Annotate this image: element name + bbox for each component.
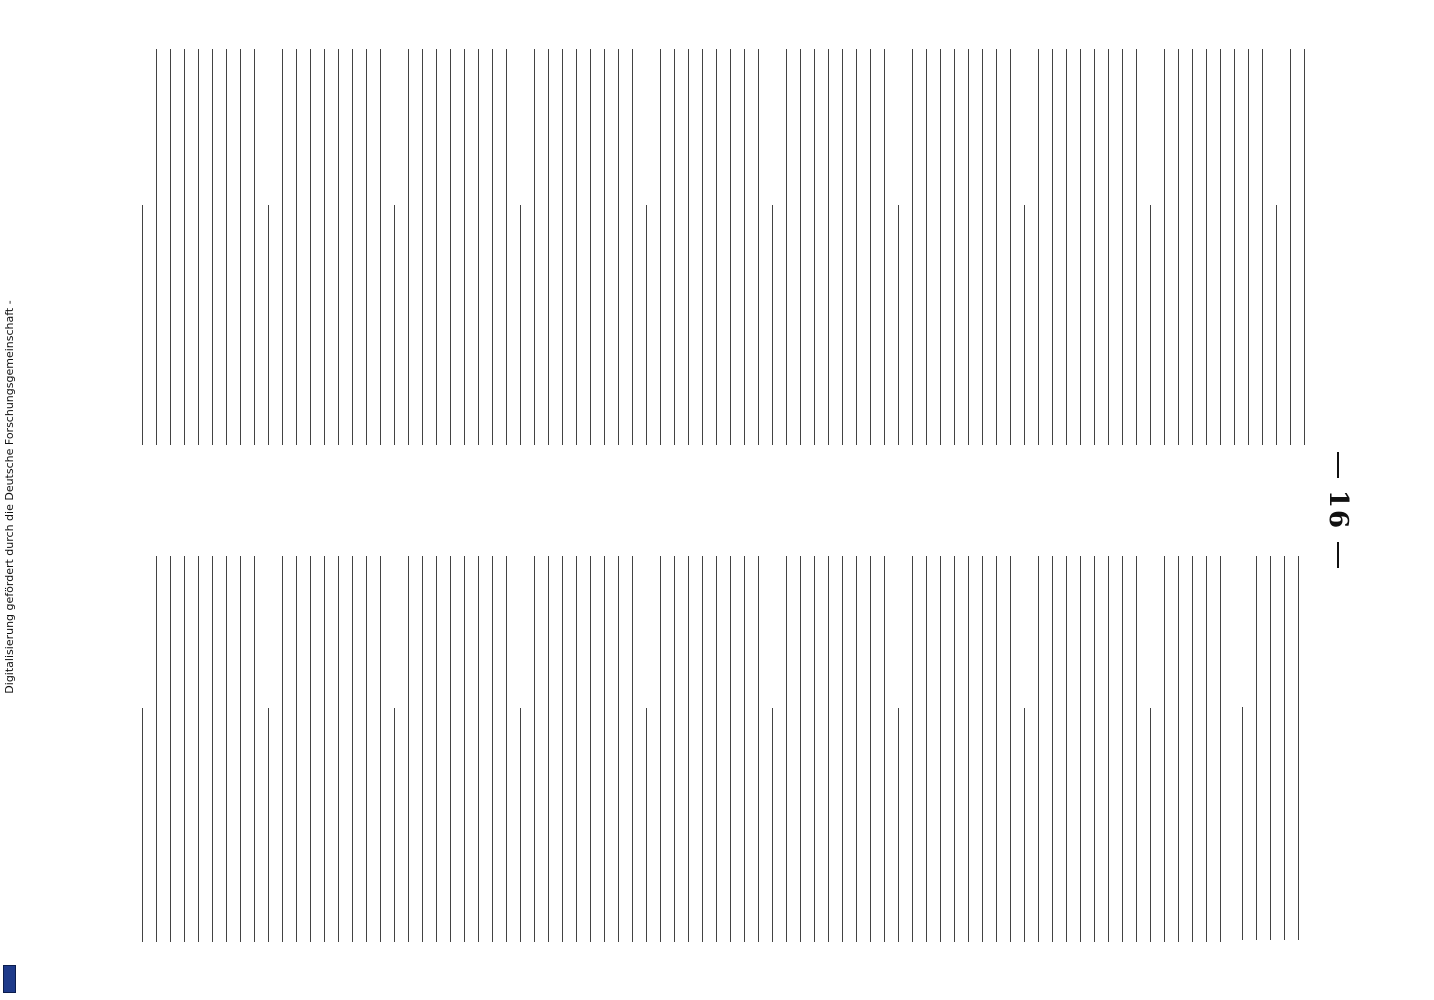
text-line [940,556,941,942]
text-line [576,556,577,942]
text-line [632,556,633,942]
text-line [856,49,857,445]
column-right-top [1240,552,1312,940]
text-line [940,49,941,445]
text-line [184,49,185,445]
text-line [226,49,227,445]
text-line [1298,556,1299,940]
text-line [142,708,143,942]
text-line [814,49,815,445]
text-line [534,49,535,445]
text-line [254,49,255,445]
text-line [520,205,521,445]
text-line [170,556,171,942]
text-line [1080,49,1081,445]
text-line [646,205,647,445]
text-line [674,556,675,942]
text-line [562,49,563,445]
text-line [702,556,703,942]
page-number: 16 [1323,489,1353,531]
text-line [1052,49,1053,445]
page-number-dash-top [1337,452,1339,478]
text-line [786,49,787,445]
text-line [1304,49,1305,445]
text-line [352,49,353,445]
text-line [1024,205,1025,445]
text-line [604,556,605,942]
text-line [240,49,241,445]
text-line [1206,556,1207,942]
text-line [1192,556,1193,942]
text-line [786,556,787,942]
text-line [548,49,549,445]
text-line [982,49,983,445]
text-line [1242,707,1243,940]
text-line [828,49,829,445]
text-line [1178,49,1179,445]
text-line [1290,49,1291,445]
text-line [1256,556,1257,940]
text-line [968,556,969,942]
text-line [450,556,451,942]
text-line [352,556,353,942]
text-line [394,708,395,942]
text-line [548,556,549,942]
text-line [618,556,619,942]
text-line [828,556,829,942]
text-line [1010,556,1011,942]
text-line [1108,556,1109,942]
text-line [604,49,605,445]
text-line [142,205,143,445]
text-line [1178,556,1179,942]
text-line [730,556,731,942]
text-line [1122,49,1123,445]
text-line [800,49,801,445]
text-line [254,556,255,942]
text-line [1066,49,1067,445]
text-line [912,49,913,445]
text-line [646,708,647,942]
text-line [380,556,381,942]
text-line [282,49,283,445]
text-line [898,205,899,445]
text-line [1024,708,1025,942]
text-line [954,49,955,445]
text-line [394,205,395,445]
text-line [212,556,213,942]
text-line [562,556,563,942]
text-line [1080,556,1081,942]
text-line [870,49,871,445]
text-line [156,49,157,445]
text-line [632,49,633,445]
text-line [688,49,689,445]
text-line [156,556,157,942]
text-line [590,556,591,942]
text-line [660,556,661,942]
text-line [422,49,423,445]
text-line [1270,556,1271,940]
text-line [898,708,899,942]
text-line [198,556,199,942]
text-line [366,49,367,445]
text-line [1220,49,1221,445]
text-line [702,49,703,445]
text-line [688,556,689,942]
text-line [1206,49,1207,445]
text-line [660,49,661,445]
text-line [380,49,381,445]
text-line [884,556,885,942]
text-line [198,49,199,445]
text-line [1010,49,1011,445]
text-line [226,556,227,942]
text-line [296,556,297,942]
text-line [268,205,269,445]
column-top-text [140,45,1315,445]
text-line [422,556,423,942]
text-line [506,49,507,445]
column-bottom-text [140,552,1235,942]
text-line [184,556,185,942]
text-line [520,708,521,942]
text-line [1038,556,1039,942]
text-line [212,49,213,445]
text-line [1108,49,1109,445]
text-line [968,49,969,445]
text-line [1220,556,1221,942]
text-line [772,708,773,942]
text-line [1150,205,1151,445]
text-line [1164,49,1165,445]
text-line [856,556,857,942]
text-line [716,556,717,942]
text-line [310,49,311,445]
text-line [912,556,913,942]
text-line [926,49,927,445]
text-line [1094,556,1095,942]
text-line [408,556,409,942]
text-line [534,556,535,942]
text-line [1122,556,1123,942]
text-line [1136,556,1137,942]
text-line [296,49,297,445]
text-line [1192,49,1193,445]
text-line [310,556,311,942]
text-line [170,49,171,445]
text-line [1164,556,1165,942]
text-line [744,49,745,445]
page-number-dash-bottom [1337,542,1339,568]
text-line [674,49,675,445]
text-line [338,49,339,445]
text-line [324,556,325,942]
text-line [772,205,773,445]
text-line [716,49,717,445]
text-line [366,556,367,942]
text-line [492,556,493,942]
text-line [744,556,745,942]
text-line [1234,49,1235,445]
text-line [758,556,759,942]
text-line [1094,49,1095,445]
text-line [982,556,983,942]
text-line [478,49,479,445]
text-line [730,49,731,445]
text-line [464,556,465,942]
text-line [408,49,409,445]
text-line [1052,556,1053,942]
text-line [814,556,815,942]
text-line [954,556,955,942]
text-line [1066,556,1067,942]
text-line [996,556,997,942]
text-line [1262,49,1263,445]
text-line [282,556,283,942]
text-line [576,49,577,445]
text-line [842,49,843,445]
text-line [590,49,591,445]
text-line [436,556,437,942]
text-line [436,49,437,445]
text-line [240,556,241,942]
dfg-logo-icon [3,965,16,993]
text-line [492,49,493,445]
text-line [506,556,507,942]
digitization-caption: Digitalisierung gefördert durch die Deutsche Forschungsgemeinschaft - [3,300,16,694]
text-line [1150,708,1151,942]
text-line [450,49,451,445]
text-line [842,556,843,942]
text-line [478,556,479,942]
text-line [464,49,465,445]
text-line [884,49,885,445]
text-line [268,708,269,942]
text-line [926,556,927,942]
text-line [1284,556,1285,940]
text-line [618,49,619,445]
text-line [324,49,325,445]
text-line [1248,49,1249,445]
text-line [758,49,759,445]
text-line [870,556,871,942]
text-line [1136,49,1137,445]
text-line [1038,49,1039,445]
text-line [800,556,801,942]
text-line [1276,205,1277,445]
text-line [996,49,997,445]
text-line [338,556,339,942]
